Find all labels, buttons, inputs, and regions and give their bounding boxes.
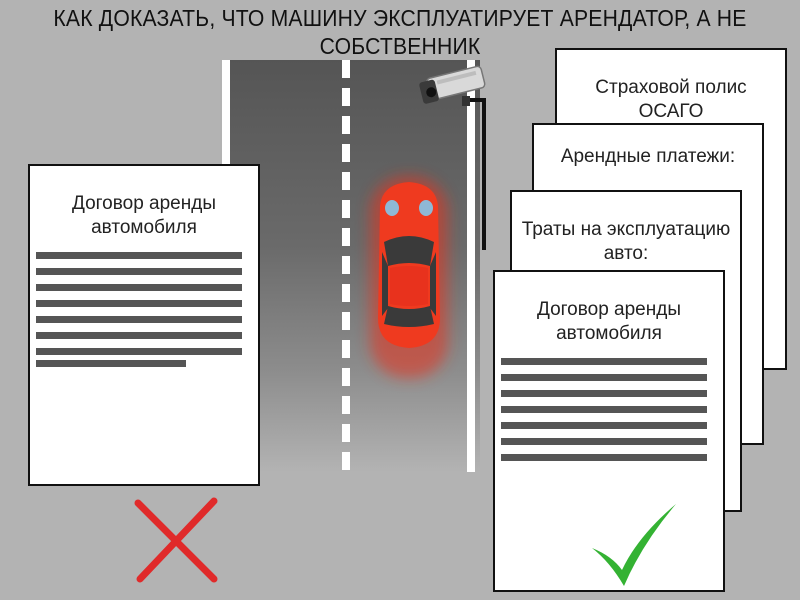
text-line <box>36 252 242 259</box>
text-line <box>501 390 707 397</box>
text-line <box>36 300 242 307</box>
title-line-1: КАК ДОКАЗАТЬ, ЧТО МАШИНУ ЭКСПЛУАТИРУЕТ АРЕНДАТОР, А НЕ <box>53 5 747 31</box>
text-line <box>36 332 242 339</box>
text-line <box>36 348 242 355</box>
document-title: Договор аренды автомобиля <box>72 193 216 238</box>
cross-icon <box>134 497 218 583</box>
text-line <box>36 284 242 291</box>
text-line <box>36 268 242 275</box>
road-center-line <box>342 60 350 472</box>
text-line <box>501 438 707 445</box>
text-line <box>501 406 707 413</box>
text-line <box>501 454 707 461</box>
checkmark-icon <box>588 500 680 592</box>
insurance-policy-document: Страховой полис ОСАГО <box>555 48 787 370</box>
title-line-2: СОБСТВЕННИК <box>319 33 481 59</box>
text-line <box>36 316 242 323</box>
text-line <box>501 422 707 429</box>
lease-contract-document-left <box>28 164 260 486</box>
text-line <box>501 374 707 381</box>
rent-payments-document: Арендные платежи: <box>532 123 764 445</box>
operating-costs-document: Траты на эксплуатацию авто: <box>510 190 742 512</box>
lease-contract-document-right: Договор аренды автомобиля <box>493 270 725 592</box>
car-icon <box>358 168 460 386</box>
text-line <box>36 360 186 367</box>
text-line <box>501 358 707 365</box>
